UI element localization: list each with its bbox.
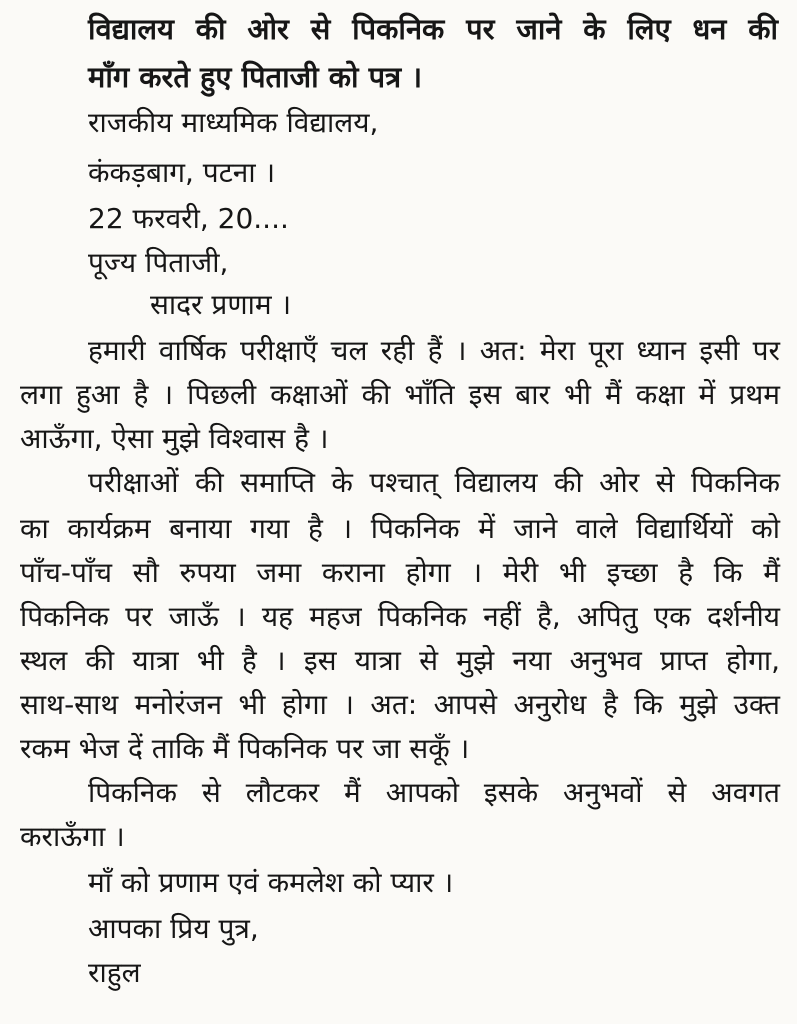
school-location: कंकड़बाग, पटना ।: [88, 156, 276, 189]
school-address: राजकीय माध्यमिक विद्यालय,: [88, 106, 379, 139]
paragraph-2-line-5: स्थल की यात्रा भी है । इस यात्रा से मुझे नया अनुभव प्राप्त होगा,: [20, 644, 780, 677]
signature-name: राहुल: [88, 956, 141, 989]
paragraph-2-line-2: का कार्यक्रम बनाया गया है । पिकनिक में जाने वाले विद्यार्थियों को: [20, 512, 780, 545]
paragraph-1-line-1: हमारी वार्षिक परीक्षाएँ चल रही हैं । अत: मेरा पूरा ध्यान इसी पर: [88, 334, 780, 367]
paragraph-3-line-2: कराऊँगा ।: [20, 820, 125, 853]
letter-date: 22 फरवरी, 20....: [88, 202, 289, 235]
paragraph-1-line-2: लगा हुआ है । पिछली कक्षाओं की भाँति इस बार भी मैं कक्षा में प्रथम: [20, 378, 780, 411]
salutation-greeting: पूज्य पिताजी,: [88, 246, 229, 279]
letter-title-line-2: माँग करते हुए पिताजी को पत्र ।: [88, 60, 423, 94]
paragraph-2-line-4: पिकनिक पर जाऊँ । यह महज पिकनिक नहीं है, अपितु एक दर्शनीय: [20, 600, 780, 633]
paragraph-2-line-1: परीक्षाओं की समाप्ति के पश्चात् विद्यालय की ओर से पिकनिक: [88, 466, 780, 499]
closing-regards: माँ को प्रणाम एवं कमलेश को प्यार ।: [88, 866, 454, 899]
paragraph-2-line-6: साथ-साथ मनोरंजन भी होगा । अत: आपसे अनुरोध है कि मुझे उक्त: [20, 688, 780, 721]
closing-yours: आपका प्रिय पुत्र,: [88, 912, 259, 945]
paragraph-2-line-3: पाँच-पाँच सौ रुपया जमा कराना होगा । मेरी भी इच्छा है कि मैं: [20, 556, 780, 589]
paragraph-1-line-3: आऊँगा, ऐसा मुझे विश्वास है ।: [20, 422, 329, 455]
letter-title-line-1: विद्यालय की ओर से पिकनिक पर जाने के लिए धन की: [88, 12, 778, 46]
salutation-respect: सादर प्रणाम ।: [150, 288, 292, 321]
paragraph-2-line-7: रकम भेज दें ताकि मैं पिकनिक पर जा सकूँ ।: [20, 732, 470, 765]
paragraph-3-line-1: पिकनिक से लौटकर मैं आपको इसके अनुभवों से अवगत: [88, 776, 780, 809]
